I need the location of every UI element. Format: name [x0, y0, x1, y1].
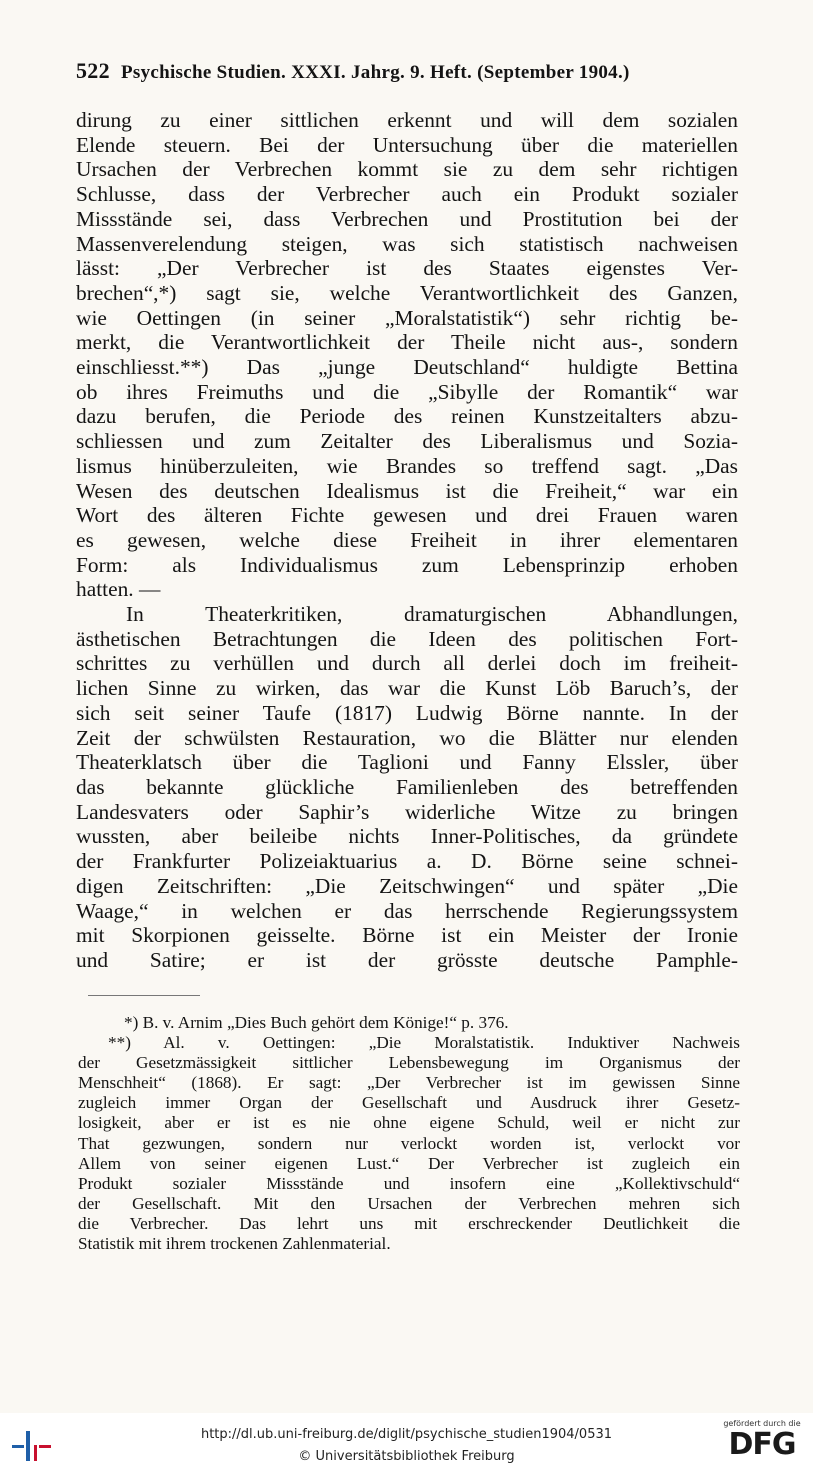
- body-line: das bekannte glückliche Familienleben des betreffenden: [76, 774, 738, 799]
- body-line: es gewesen, welche diese Freiheit in ihrer elementaren: [76, 527, 738, 552]
- footnote-line: Menschheit“ (1868). Er sagt: „Der Verbrecher ist im gewissen Sinne: [78, 1073, 740, 1093]
- dfg-wordmark: DFG: [728, 1427, 796, 1462]
- running-head: [76, 58, 736, 84]
- body-line: ob ihres Freimuths und die „Sibylle der Romantik“ war: [76, 379, 738, 404]
- body-line: wie Oettingen (in seiner „Moralstatistik“) sehr richtig be-: [76, 305, 738, 330]
- body-line: Zeit der schwülsten Restauration, wo die Blätter nur elenden: [76, 725, 738, 750]
- footnote-line: *) B. v. Arnim „Dies Buch gehört dem Könige!“ p. 376.: [124, 1013, 509, 1032]
- page-number: 522: [76, 58, 110, 83]
- body-line: sich seit seiner Taufe (1817) Ludwig Börne nannte. In der: [76, 700, 738, 725]
- footnote-line: Produkt sozialer Missstände und insofern eine „Kollektivschuld“: [78, 1173, 740, 1193]
- running-title: Psychische Studien. XXXI. Jahrg. 9. Heft. (September 1904.): [120, 62, 630, 83]
- footnotes: [78, 1013, 740, 1254]
- body-line: hatten. —: [76, 577, 161, 602]
- footnote-line: Allem von seiner eigenen Lust.“ Der Verbrecher ist zugleich ein: [78, 1153, 740, 1173]
- body-line: schrittes zu verhüllen und durch all derlei doch im freiheit-: [76, 651, 738, 676]
- body-line: Ursachen der Verbrechen kommt sie zu dem sehr richtigen: [76, 157, 738, 182]
- body-line: lismus hinüberzuleiten, wie Brandes so treffend sagt. „Das: [76, 453, 738, 478]
- body-line: Waage,“ in welchen er das herrschende Regierungssystem: [76, 898, 738, 923]
- body-line: lässt: „Der Verbrecher ist des Staates eigenstes Ver-: [76, 256, 738, 281]
- body-line: merkt, die Verantwortlichkeit der Theile nicht aus-, sondern: [76, 330, 738, 355]
- body-line: schliessen und zum Zeitalter des Liberalismus und Sozia-: [76, 429, 738, 454]
- body-text: [76, 108, 738, 973]
- footnote-line: der Gesellschaft. Mit den Ursachen der Verbrechen mehren sich: [78, 1193, 740, 1213]
- body-line: Schlusse, dass der Verbrecher auch ein Produkt sozialer: [76, 182, 738, 207]
- body-line: und Satire; er ist der grösste deutsche Pamphle-: [76, 947, 738, 972]
- body-line: Elende steuern. Bei der Untersuchung über die materiellen: [76, 132, 738, 157]
- body-line: wussten, aber beileibe nichts Inner-Politisches, da gründete: [76, 824, 738, 849]
- body-line: dazu berufen, die Periode des reinen Kunstzeitalters abzu-: [76, 404, 738, 429]
- body-line: mit Skorpionen geisselte. Börne ist ein Meister der Ironie: [76, 923, 738, 948]
- footnote-line: der Gesetzmässigkeit sittlicher Lebensbewegung im Organismus der: [78, 1053, 740, 1073]
- body-line: brechen“,*) sagt sie, welche Verantwortlichkeit des Ganzen,: [76, 280, 738, 305]
- body-line: Massenverelendung steigen, was sich statistisch nachweisen: [76, 231, 738, 256]
- footnote-line: losigkeit, aber er ist es nie ohne eigene Schuld, weil er nicht zur: [78, 1113, 740, 1133]
- body-line: Wort des älteren Fichte gewesen und drei Frauen waren: [76, 503, 738, 528]
- body-line: Landesvaters oder Saphir’s widerliche Witze zu bringen: [76, 799, 738, 824]
- footnote-divider: [88, 995, 200, 996]
- dfg-logo: [716, 1419, 808, 1469]
- body-line: dirung zu einer sittlichen erkennt und will dem sozialen: [76, 108, 738, 132]
- body-line: der Frankfurter Polizeiaktuarius a. D. Börne seine schnei-: [76, 849, 738, 874]
- footnote-line: zugleich immer Organ der Gesellschaft und Ausdruck ihrer Gesetz-: [78, 1093, 740, 1113]
- body-line: Theaterklatsch über die Taglioni und Fanny Elssler, über: [76, 750, 738, 775]
- body-line: lichen Sinne zu wirken, das war die Kunst Löb Baruch’s, der: [76, 676, 738, 701]
- footnote-line: That gezwungen, sondern nur verlockt worden ist, verlockt vor: [78, 1133, 740, 1153]
- body-line: Missstände sei, dass Verbrechen und Prostitution bei der: [76, 206, 738, 231]
- viewer-footer: [0, 1413, 813, 1473]
- dfg-caption: gefördert durch die: [723, 1419, 801, 1428]
- copyright-notice: © Universitätsbibliothek Freiburg: [298, 1449, 515, 1464]
- body-line: ästhetischen Betrachtungen die Ideen des politischen Fort-: [76, 626, 738, 651]
- footnote-line: die Verbrecher. Das lehrt uns mit erschreckender Deutlichkeit die: [78, 1213, 740, 1233]
- footnote-line: **) Al. v. Oettingen: „Die Moralstatistik. Induktiver Nachweis: [108, 1033, 740, 1053]
- body-line: digen Zeitschriften: „Die Zeitschwingen“ und später „Die: [76, 873, 738, 898]
- footnote-line: Statistik mit ihrem trockenen Zahlenmaterial.: [78, 1234, 391, 1254]
- body-line: Form: als Individualismus zum Lebensprinzip erhoben: [76, 552, 738, 577]
- permalink-link[interactable]: http://dl.ub.uni-freiburg.de/diglit/psychische_studien1904/0531: [200, 1427, 613, 1442]
- body-line: Wesen des deutschen Idealismus ist die Freiheit,“ war ein: [76, 478, 738, 503]
- body-line: einschliesst.**) Das „junge Deutschland“ huldigte Bettina: [76, 355, 738, 380]
- body-line: In Theaterkritiken, dramaturgischen Abhandlungen,: [126, 602, 738, 627]
